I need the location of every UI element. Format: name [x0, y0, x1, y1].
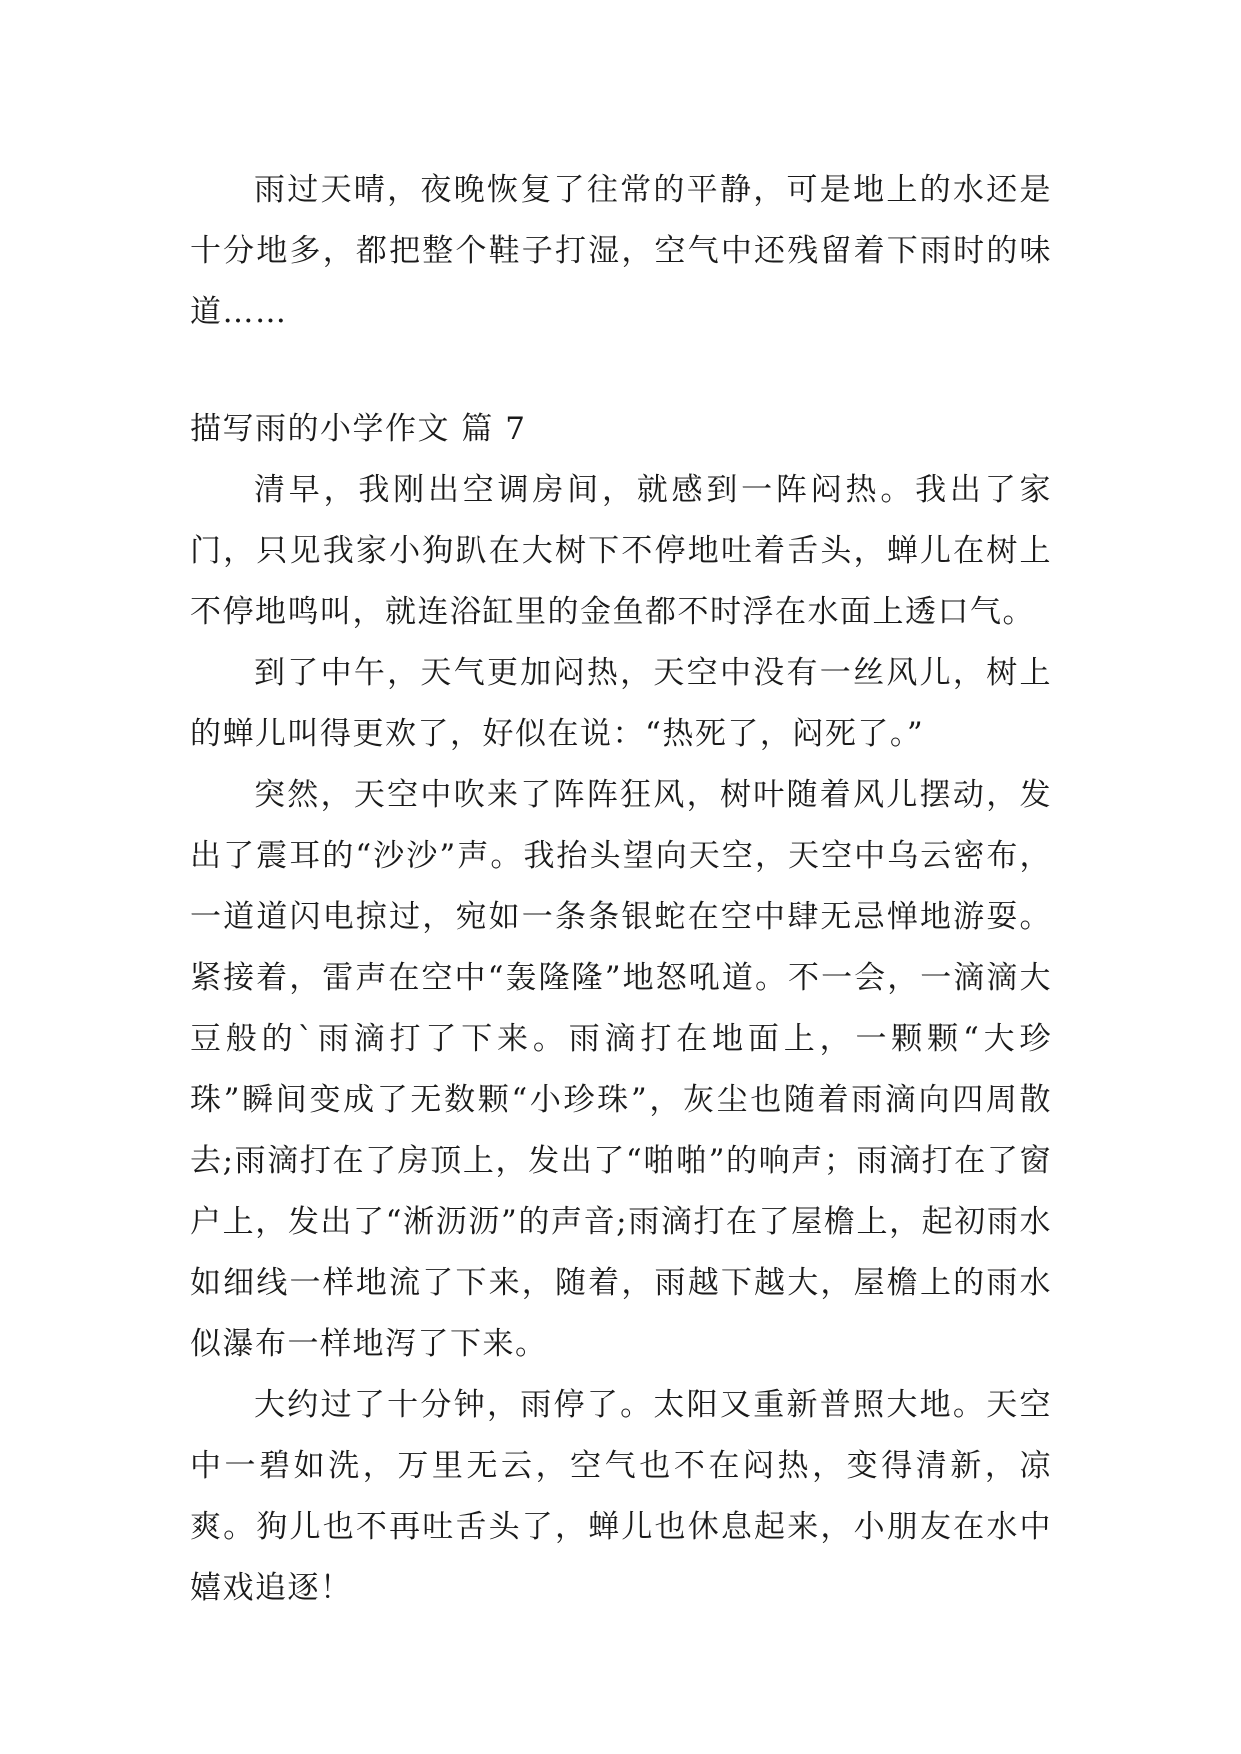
document-body: [190, 160, 1052, 1619]
section-heading: 描写雨的小学作文 篇 7: [190, 411, 527, 447]
intro-paragraph: 雨过天晴，夜晚恢复了往常的平静，可是地上的水还是十分地多，都把整个鞋子打湿，空气中还残留着下雨时的味道……: [190, 172, 1052, 330]
paragraph-4: 大约过了十分钟，雨停了。太阳又重新普照大地。天空中一碧如洗，万里无云，空气也不在闷热，变得清新，凉爽。狗儿也不再吐舌头了，蝉儿也休息起来，小朋友在水中嬉戏追逐！: [190, 1387, 1052, 1606]
paragraph-1: 清早，我刚出空调房间，就感到一阵闷热。我出了家门，只见我家小狗趴在大树下不停地吐着舌头，蝉儿在树上不停地鸣叫，就连浴缸里的金鱼都不时浮在水面上透口气。: [190, 472, 1052, 630]
paragraph-3: 突然，天空中吹来了阵阵狂风，树叶随着风儿摆动，发出了震耳的“沙沙”声。我抬头望向天空，天空中乌云密布，一道道闪电掠过，宛如一条条银蛇在空中肆无忌惮地游耍。紧接着，雷声在空中“轰隆隆”地怒吼道。不一会，一滴滴大豆般的`雨滴打了下来。雨滴打在地面上，一颗颗“大珍珠”瞬间变成了无数颗“小珍珠”，灰尘也随着雨滴向四周散去;雨滴打在了房顶上，发出了“啪啪”的响声；雨滴打在了窗户上，发出了“淅沥沥”的声音;雨滴打在了屋檐上，起初雨水如细线一样地流了下来，随着，雨越下越大，屋檐上的雨水似瀑布一样地泻了下来。: [190, 777, 1052, 1362]
paragraph-2: 到了中午，天气更加闷热，天空中没有一丝风儿，树上的蝉儿叫得更欢了，好似在说：“热死了，闷死了。”: [190, 655, 1052, 752]
